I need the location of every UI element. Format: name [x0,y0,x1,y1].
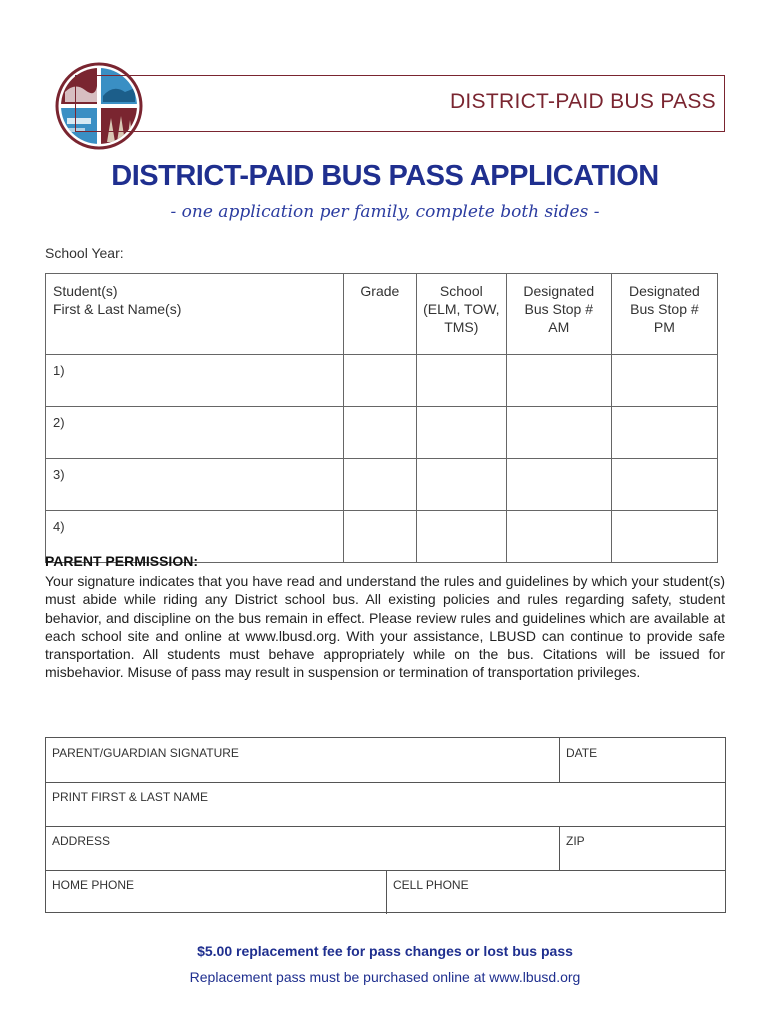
table-row [46,459,718,511]
bus-stop-pm-cell[interactable] [611,407,717,459]
bus-stop-am-cell[interactable] [506,355,611,407]
header-school-line2: (ELM, TOW, [423,301,500,317]
header-am-line3: AM [548,319,570,335]
header-student-line1: Student(s) [53,283,118,299]
address-row [46,826,725,871]
page-title: DISTRICT-PAID BUS PASS APPLICATION [111,160,659,192]
print-name-field[interactable]: PRINT FIRST & LAST NAME [52,790,209,804]
school-cell[interactable] [416,511,506,563]
students-table [45,273,718,563]
bus-stop-am-cell[interactable] [506,407,611,459]
zip-field[interactable]: ZIP [559,826,725,870]
header-banner [75,75,725,132]
address-field[interactable]: ADDRESS [52,834,111,848]
header-pm-line1: Designated [629,283,700,299]
student-name-cell[interactable]: 3) [46,459,344,511]
header-am-line1: Designated [523,283,595,299]
school-year-label: School Year: [45,245,124,261]
bus-stop-am-cell[interactable] [506,511,611,563]
bus-stop-pm-cell[interactable] [611,459,717,511]
student-name-cell[interactable]: 1) [46,355,344,407]
school-cell[interactable] [416,407,506,459]
grade-cell[interactable] [343,511,416,563]
header-school-line1: School [439,283,483,299]
header-student-name [46,274,344,355]
parent-info-form [45,737,726,913]
print-name-row [46,782,725,827]
header-grade-label: Grade [360,283,400,299]
grade-cell[interactable] [343,355,416,407]
signature-field[interactable]: PARENT/GUARDIAN SIGNATURE [52,746,239,760]
header-school [416,274,506,355]
replacement-fee-note: $5.00 replacement fee for pass changes or lost bus pass [197,943,573,959]
bus-stop-pm-cell[interactable] [611,355,717,407]
header-bus-stop-am [506,274,611,355]
grade-cell[interactable] [343,407,416,459]
student-name-cell[interactable]: 2) [46,407,344,459]
school-cell[interactable] [416,459,506,511]
replacement-online-note: Replacement pass must be purchased online at www.lbusd.org [189,969,581,985]
header-student-line2: First & Last Name(s) [53,301,182,317]
signature-row [46,738,725,783]
date-field[interactable]: DATE [559,738,725,782]
home-phone-field[interactable]: HOME PHONE [52,878,135,892]
student-name-cell[interactable]: 4) [46,511,344,563]
school-cell[interactable] [416,355,506,407]
bus-stop-pm-cell[interactable] [611,511,717,563]
table-row [46,355,718,407]
header-grade [343,274,416,355]
page-subtitle: - one application per family, complete both sides - [170,202,600,222]
phone-row [46,870,725,914]
grade-cell[interactable] [343,459,416,511]
bus-stop-am-cell[interactable] [506,459,611,511]
header-pm-line3: PM [653,319,675,335]
header-bus-stop-pm [611,274,717,355]
header-school-line3: TMS) [444,319,479,335]
students-table-header [46,274,718,355]
table-row [46,407,718,459]
header-am-line2: Bus Stop # [524,301,594,317]
header-title: DISTRICT-PAID BUS PASS [449,90,716,113]
cell-phone-field[interactable]: CELL PHONE [386,870,725,914]
permission-title: PARENT PERMISSION: [45,553,198,569]
permission-text: Your signature indicates that you have read and understand the rules and guidelines by which your student(s) must abide while riding any District school bus. All existing policies and rules regarding safety, student behavior, and discipline on the bus remain in effect. Please review rules and guidelines which are available at each school site and online at www.lbusd.org. With your assistance, LBUSD can continue to provide safe transportation. All students must behave appropriately while on the bus. Citations will be issued for misbehavior. Misuse of pass may result in suspension or termination of transportation privileges. [45,573,725,681]
header-pm-line2: Bus Stop # [630,301,699,317]
